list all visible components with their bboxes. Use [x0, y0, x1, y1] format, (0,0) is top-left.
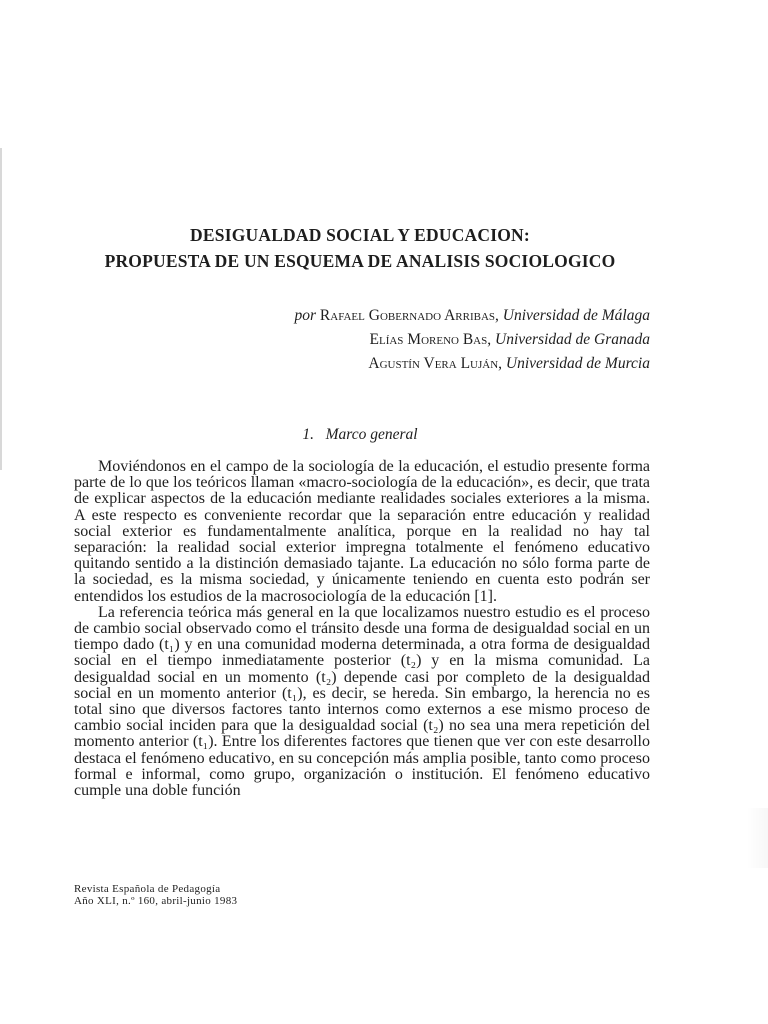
author-line-2: Elías Moreno Bas, Universidad de Granada [369, 331, 650, 348]
section-heading: 1. Marco general [302, 426, 418, 443]
title-line-1: DESIGUALDAD SOCIAL Y EDUCACION: [190, 225, 530, 245]
author-name: Agustín Vera Luján [368, 355, 499, 372]
journal-issue: Año XLI, n.º 160, abril-junio 1983 [74, 895, 238, 907]
journal-footer [74, 883, 237, 907]
scan-edge-left [0, 148, 2, 470]
paragraph: Moviéndonos en el campo de la sociología de la educación, el estudio presente forma parte de lo que los teóricos llaman «macro-sociología de la educación», es decir, que trata de explicar aspectos de la educación mediante realidades sociales exteriores a la misma. A este respecto es conveniente recordar que la separación entre educación y realidad social exterior es fundamentalmente analítica, porque en la realidad no hay tal separación: la realidad social exterior impregna totalmente el fenómeno educativo quitando sentido a la distinción demasiado tajante. La educación no sólo forma parte de la sociedad, es la misma sociedad, y únicamente teniendo en cuenta esto podrán ser entendidos los estudios de la macrosociología de la educación [1]. [74, 458, 650, 605]
scan-edge-right [746, 808, 768, 868]
author-name: Elías Moreno Bas [369, 331, 488, 348]
author-prefix: por [294, 307, 317, 324]
author-name: Rafael Gobernado Arribas [319, 307, 496, 324]
article-title [70, 222, 650, 274]
body-text [74, 459, 650, 799]
journal-name: Revista Española de Pedagogía [74, 883, 221, 895]
author-affiliation: Universidad de Málaga [502, 307, 650, 324]
author-line-1: por Rafael Gobernado Arribas, Universidad de Málaga [294, 307, 650, 324]
author-line-3: Agustín Vera Luján, Universidad de Murcia [368, 355, 650, 372]
author-block [130, 304, 650, 376]
title-line-2: PROPUESTA DE UN ESQUEMA DE ANALISIS SOCIOLOGICO [104, 251, 616, 271]
paragraph: La referencia teórica más general en la que localizamos nuestro estudio es el proceso de cambio social observado como el tránsito desde una forma de desigualdad social en un tiempo dado (t₁) y en una comunidad moderna determinada, a otra forma de desigualdad social en el tiempo inmediatamente posterior (t₂) y en la misma comunidad. La desigualdad social en un momento (t₂) depende casi por completo de la desigualdad social en un momento anterior (t₁), es decir, se hereda. Sin embargo, la herencia no es total sino que diversos factores tanto internos como externos a ese mismo proceso de cambio social inciden para que la desigualdad social (t₂) no sea una mera repetición del momento anterior (t₁). Entre los diferentes factores que tienen que ver con este desarrollo destaca el fenómeno educativo, en su concepción más amplia posible, tanto como proceso formal e informal, como grupo, organización o institución. El fenómeno educativo cumple una doble función [74, 603, 650, 800]
author-affiliation: Universidad de Murcia [505, 355, 650, 372]
author-affiliation: Universidad de Granada [495, 331, 650, 348]
